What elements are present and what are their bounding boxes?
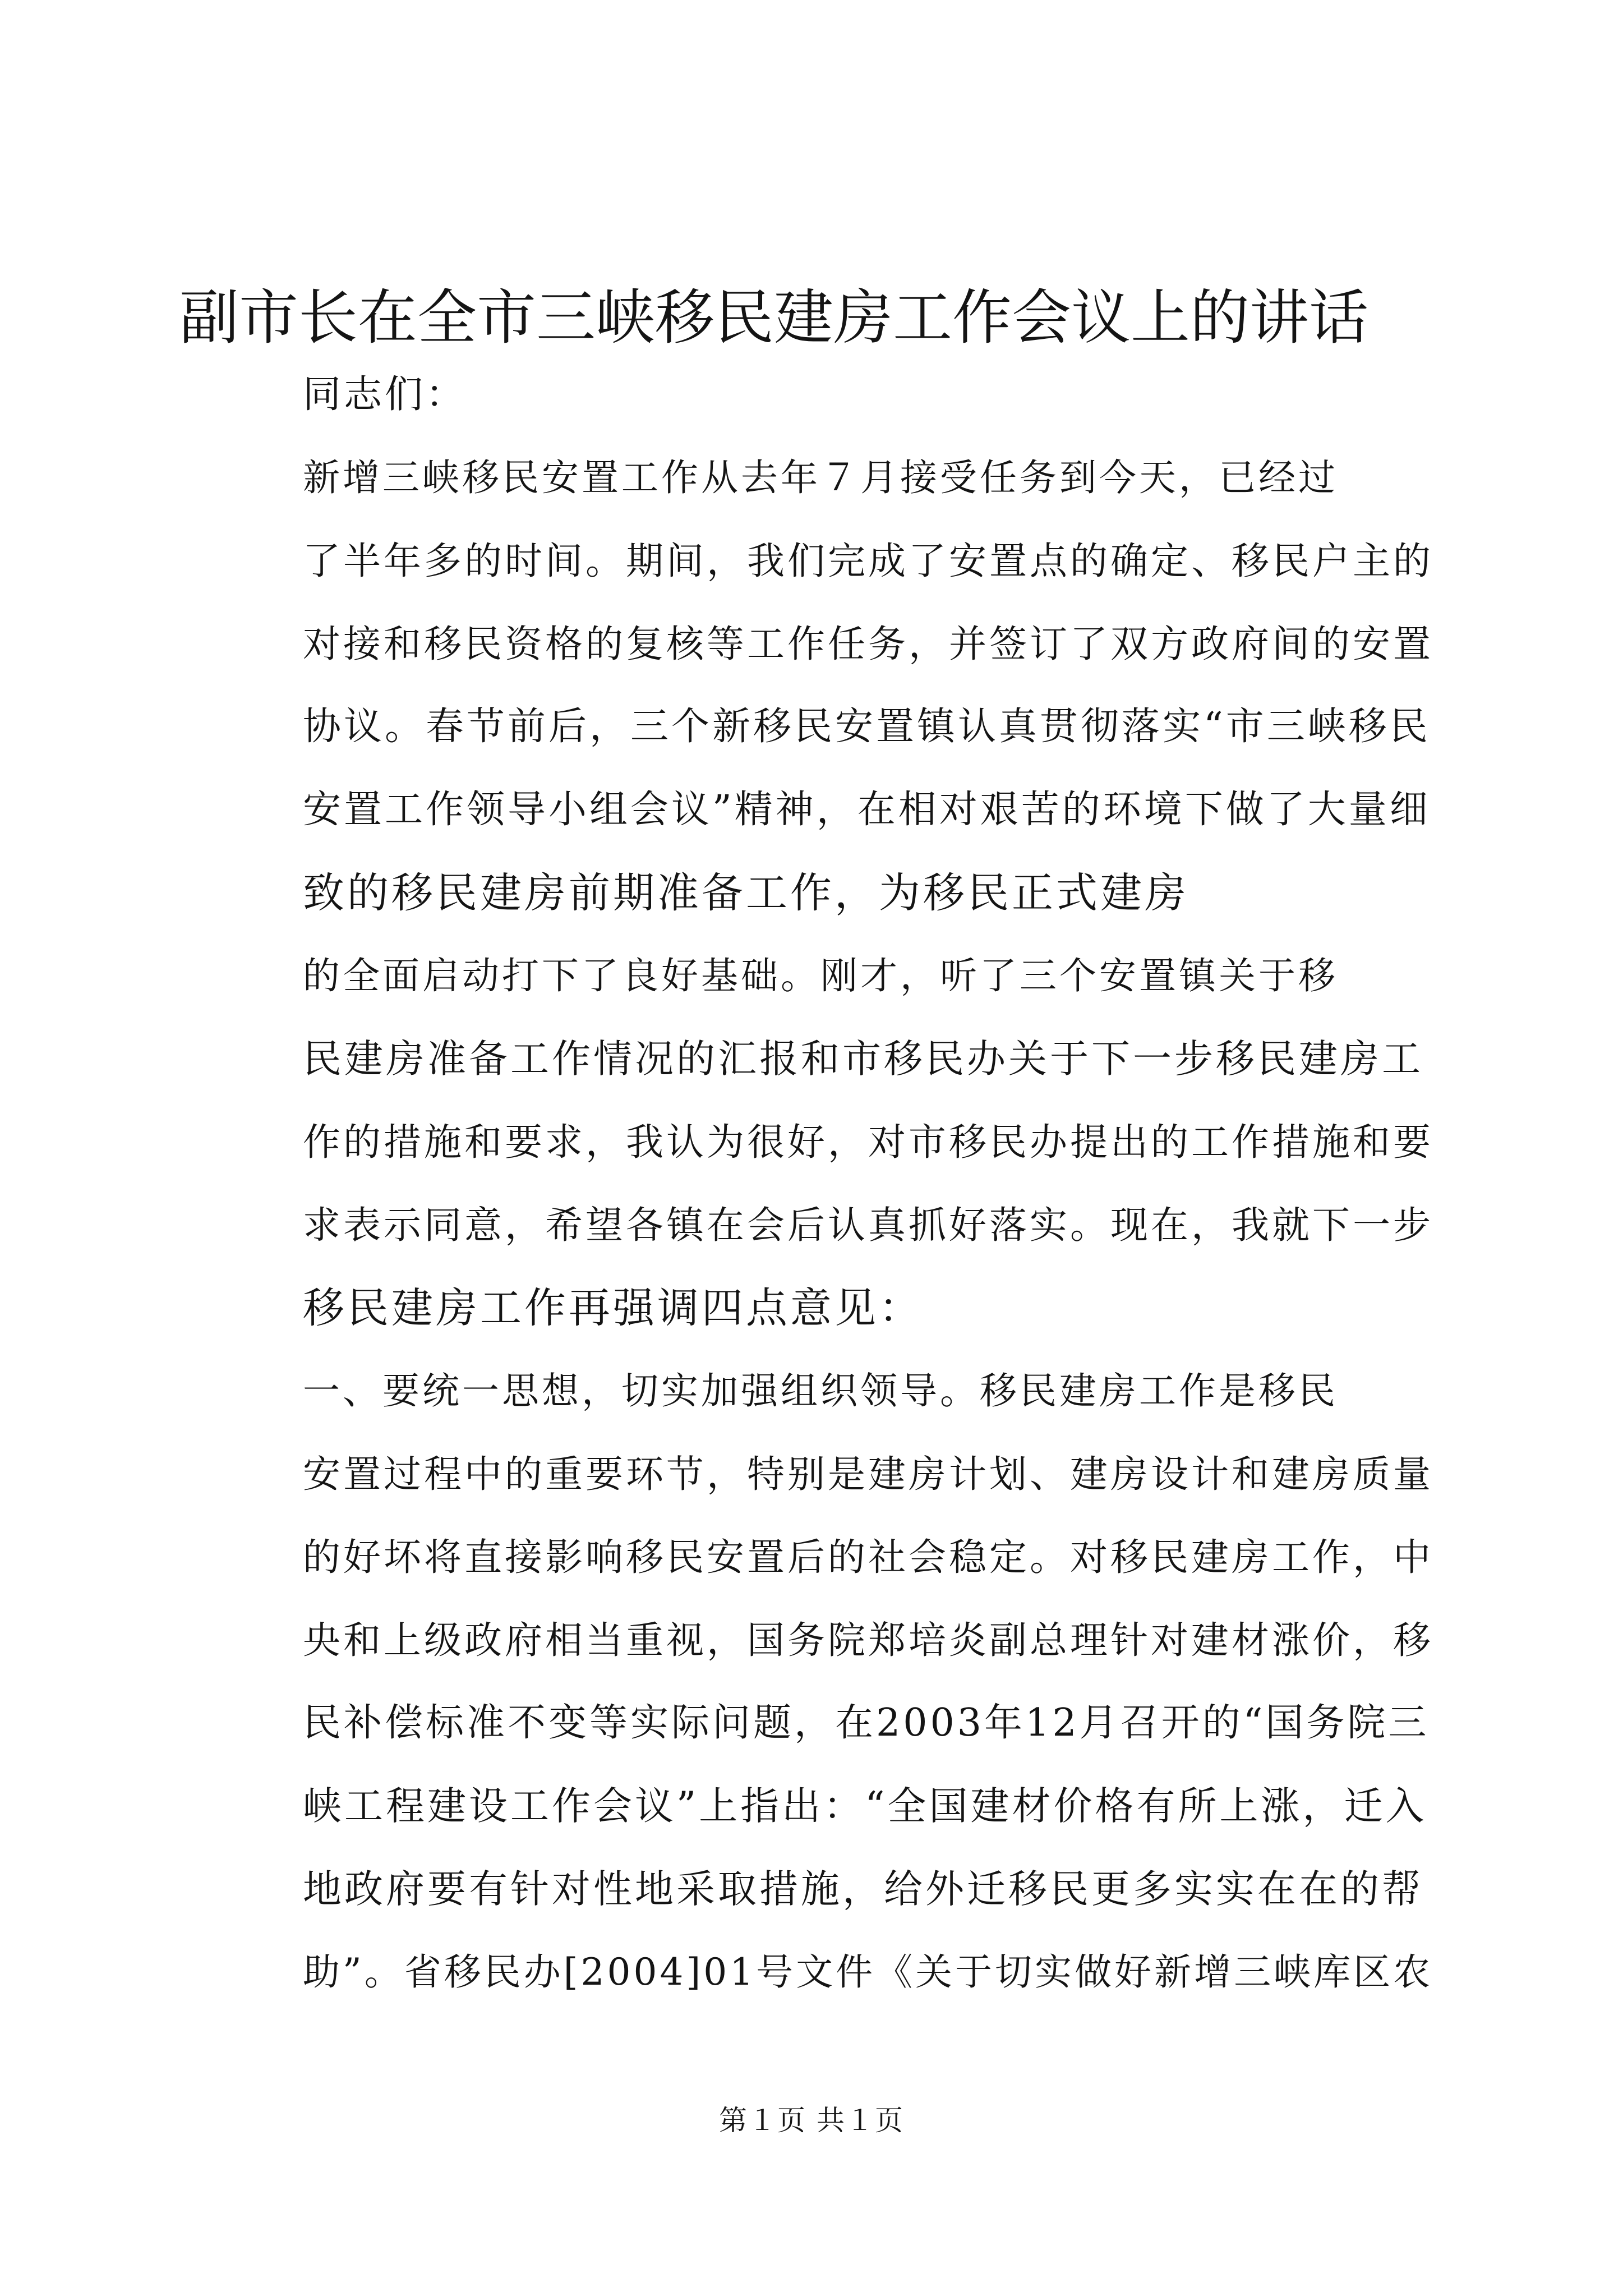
- text-line: 峡工程建设工作会议”上指出：“全国建材价格有所上涨，迁入: [303, 1784, 1427, 1829]
- paragraph-3: [213, 1350, 1433, 2014]
- text-line: 新增三峡移民安置工作从去年７月接受任务到今天，已经过: [303, 456, 1338, 499]
- text-line: 同志们：: [303, 372, 467, 417]
- text-line: 安置工作领导小组会议”精神，在相对艰苦的环境下做了大量细: [303, 788, 1431, 832]
- document-title: 副市长在全市三峡移民建房工作会议上的讲话: [179, 283, 1368, 352]
- text-line: 了半年多的时间。期间，我们完成了安置点的确定、移民户主的: [303, 539, 1433, 583]
- document-body: [213, 353, 1433, 2014]
- text-line: 作的措施和要求，我认为很好，对市移民办提出的工作措施和要: [303, 1120, 1433, 1164]
- page-footer: 第１页 共１页: [719, 2104, 904, 2137]
- text-line: 的全面启动打下了良好基础。刚才，听了三个安置镇关于移: [303, 954, 1338, 997]
- text-line: 对接和移民资格的复核等工作任务，并签订了双方政府间的安置: [303, 622, 1433, 666]
- text-line: 一、要统一思想，切实加强组织领导。移民建房工作是移民: [303, 1369, 1338, 1412]
- text-line: 安置过程中的重要环节，特别是建房计划、建房设计和建房质量: [303, 1452, 1433, 1496]
- paragraph-1: [213, 436, 1433, 935]
- paragraph-salutation: [213, 353, 1424, 436]
- text-line: 央和上级政府相当重视，国务院郑培炎副总理针对建材涨价，移: [303, 1618, 1433, 1662]
- text-line: 协议。春节前后，三个新移民安置镇认真贯彻落实“市三峡移民: [303, 705, 1431, 749]
- text-line: 致的移民建房前期准备工作，为移民正式建房: [303, 869, 1189, 917]
- text-line: 助”。省移民办[2004]01号文件《关于切实做好新增三峡库区农: [303, 1950, 1433, 1994]
- text-line: 求表示同意，希望各镇在会后认真抓好落实。现在，我就下一步: [303, 1203, 1433, 1247]
- text-line: 移民建房工作再强调四点意见：: [303, 1284, 923, 1332]
- text-line: 的好坏将直接影响移民安置后的社会稳定。对移民建房工作，中: [303, 1535, 1433, 1579]
- paragraph-2: [213, 935, 1433, 1350]
- text-line: 民建房准备工作情况的汇报和市移民办关于下一步移民建房工: [303, 1037, 1423, 1082]
- text-line: 民补偿标准不变等实际问题，在2003年12月召开的“国务院三: [303, 1701, 1430, 1745]
- text-line: 地政府要有针对性地采取措施，给外迁移民更多实实在在的帮: [303, 1867, 1423, 1912]
